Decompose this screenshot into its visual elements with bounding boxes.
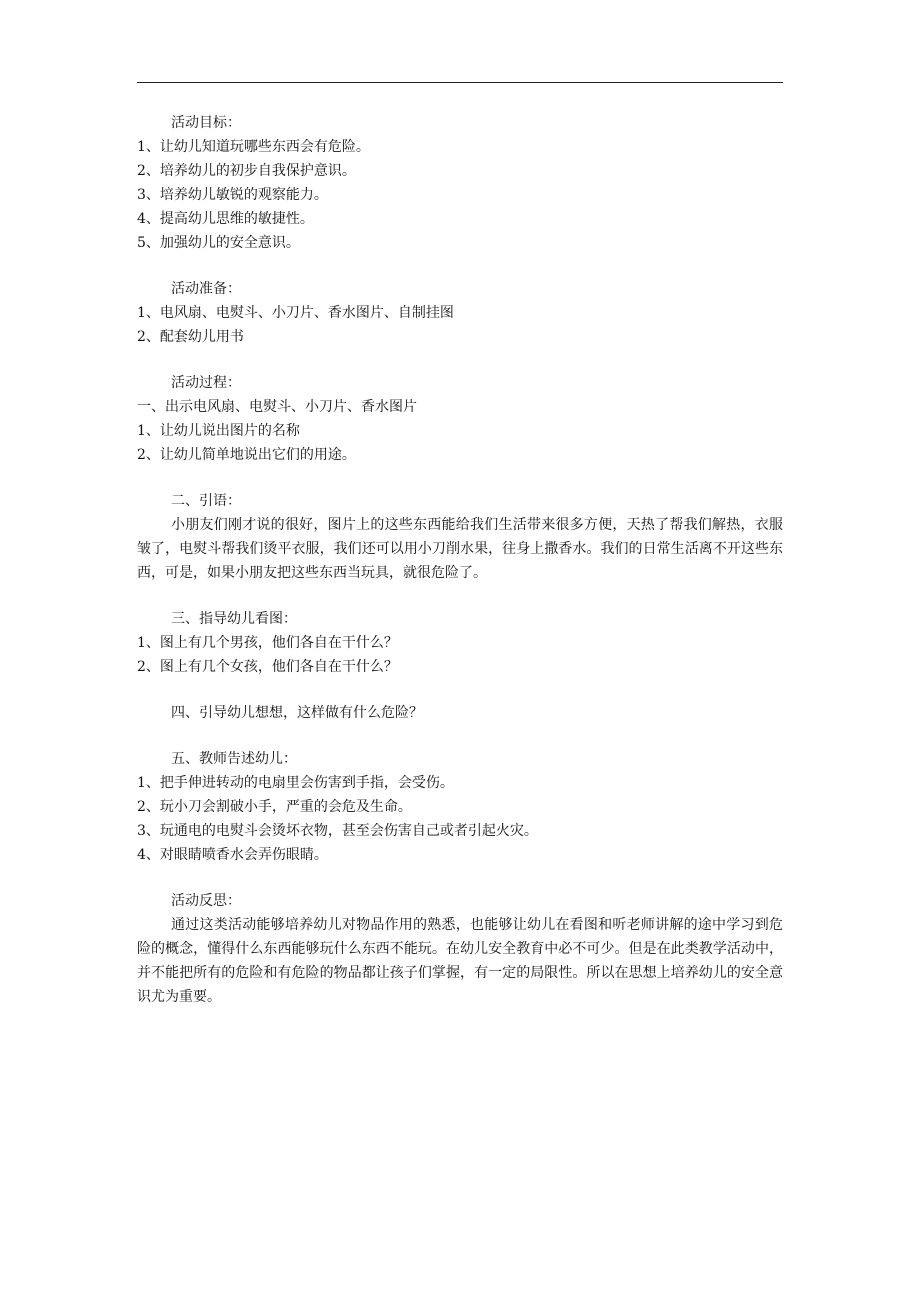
intro-paragraph: 小朋友们刚才说的很好，图片上的这些东西能给我们生活带来很多方便，天热了帮我们解热，衣服皱了，电熨斗帮我们烫平衣服，我们还可以用小刀削水果，往身上撒香水。我们的日常生活离不开这些东西，可是，如果小朋友把这些东西当玩具，就很危险了。 [137, 517, 783, 581]
guide-heading: 三、指导幼儿看图： [171, 611, 297, 627]
goals-heading: 活动目标： [171, 115, 241, 131]
goal-item: 1、让幼儿知道玩哪些东西会有危险。 [137, 139, 370, 155]
document-body [137, 111, 783, 1009]
preparation-item: 1、电风扇、电熨斗、小刀片、香水图片、自制挂图 [137, 305, 454, 321]
intro-heading: 二、引语： [171, 493, 241, 509]
teacher-heading: 五、教师告述幼儿： [171, 751, 297, 767]
teacher-item: 3、玩通电的电熨斗会烫坏衣物，甚至会伤害自己或者引起火灾。 [137, 823, 538, 839]
header-rule [137, 82, 783, 83]
think-heading: 四、引导幼儿想想，这样做有什么危险？ [171, 705, 423, 721]
process-heading: 活动过程： [171, 375, 241, 391]
goal-item: 5、加强幼儿的安全意识。 [137, 235, 300, 251]
preparation-heading: 活动准备： [171, 281, 241, 297]
goal-item: 3、培养幼儿敏锐的观察能力。 [137, 187, 328, 203]
goal-item: 4、提高幼儿思维的敏捷性。 [137, 211, 314, 227]
goal-item: 2、培养幼儿的初步自我保护意识。 [137, 163, 356, 179]
process-item: 一、出示电风扇、电熨斗、小刀片、香水图片 [137, 399, 417, 415]
teacher-item: 2、玩小刀会割破小手，严重的会危及生命。 [137, 799, 412, 815]
process-item: 2、让幼儿简单地说出它们的用途。 [137, 447, 356, 463]
reflection-paragraph: 通过这类活动能够培养幼儿对物品作用的熟悉，也能够让幼儿在看图和听老师讲解的途中学习到危险的概念，懂得什么东西能够玩什么东西不能玩。在幼儿安全教育中必不可少。但是在此类教学活动中，并不能把所有的危险和有危险的物品都让孩子们掌握，有一定的局限性。所以在思想上培养幼儿的安全意识尤为重要。 [137, 917, 783, 1005]
reflection-heading: 活动反思： [171, 893, 241, 909]
guide-item: 2、图上有几个女孩，他们各自在干什么？ [137, 659, 398, 675]
teacher-item: 1、把手伸进转动的电扇里会伤害到手指，会受伤。 [137, 775, 454, 791]
process-item: 1、让幼儿说出图片的名称 [137, 423, 300, 439]
preparation-item: 2、配套幼儿用书 [137, 329, 244, 345]
teacher-item: 4、对眼睛喷香水会弄伤眼睛。 [137, 847, 328, 863]
guide-item: 1、图上有几个男孩，他们各自在干什么？ [137, 635, 398, 651]
